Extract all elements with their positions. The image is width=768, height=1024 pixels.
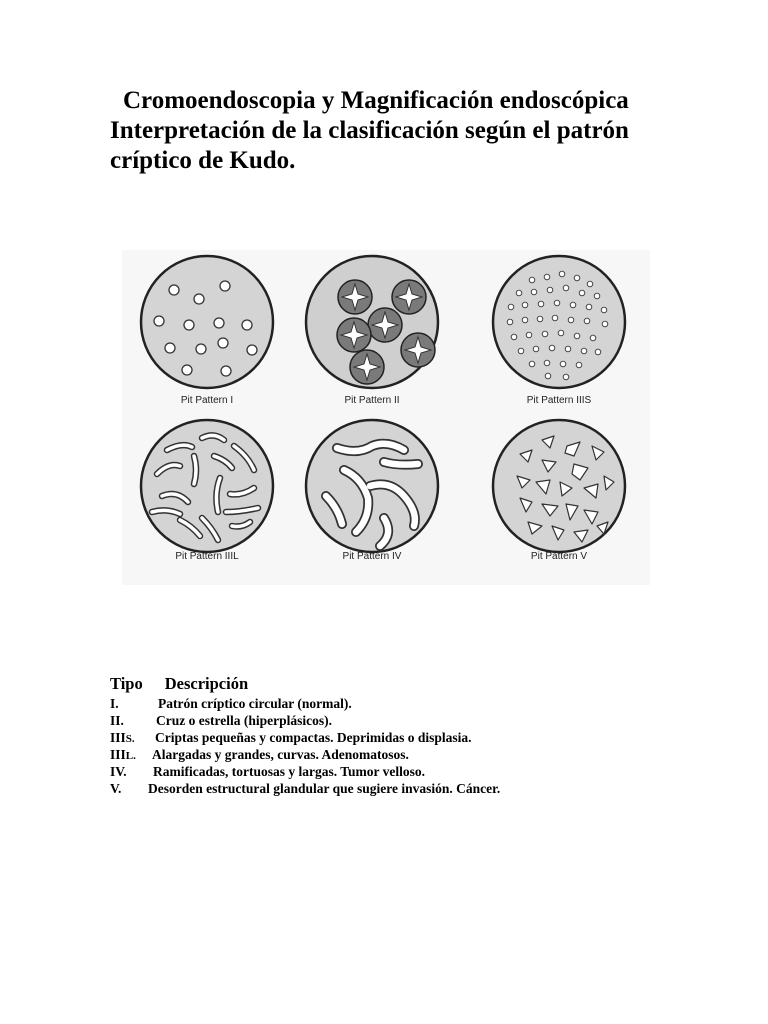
- pit-pattern-3s-label: Pit Pattern IIIS: [526, 395, 592, 406]
- pit-pattern-1-diagram: [141, 256, 273, 388]
- table-row: [110, 695, 670, 712]
- row-code-main: V.: [110, 781, 122, 796]
- row-code-sub: L.: [125, 750, 136, 762]
- table-row: [110, 763, 670, 780]
- document-title: [110, 86, 710, 176]
- pit-pattern-4-diagram: [306, 420, 438, 552]
- row-code-main: III: [110, 747, 126, 762]
- row-code-main: III: [110, 730, 126, 745]
- row-code-sub: S.: [125, 733, 135, 745]
- row-code: [110, 712, 124, 729]
- pit-pattern-2-label: Pit Pattern II: [344, 395, 400, 406]
- row-code-main: I.: [110, 696, 119, 711]
- pit-pattern-3l-label: Pit Pattern IIIL: [175, 551, 239, 562]
- pit-pattern-3s-diagram: [493, 256, 625, 388]
- row-description: Criptas pequeñas y compactas. Deprimidas o displasia.: [155, 730, 472, 745]
- row-description: Cruz o estrella (hiperplásicos).: [156, 713, 332, 728]
- pit-pattern-4-label: Pit Pattern IV: [342, 551, 402, 562]
- table-row: [110, 746, 670, 763]
- header-tipo: Tipo: [110, 674, 143, 693]
- title-line-3: críptico de Kudo.: [110, 147, 296, 174]
- row-description: Alargadas y grandes, curvas. Adenomatosos.: [152, 747, 409, 762]
- table-row: [110, 729, 670, 746]
- row-description: Ramificadas, tortuosas y largas. Tumor velloso.: [153, 764, 426, 779]
- row-code: [110, 695, 119, 712]
- pit-pattern-3l-diagram: [141, 420, 273, 552]
- pit-pattern-1-label: Pit Pattern I: [180, 395, 234, 406]
- table-row: [110, 712, 670, 729]
- pit-pattern-2-diagram: [306, 256, 438, 388]
- row-code-main: IV.: [110, 764, 127, 779]
- table-row: [110, 780, 670, 797]
- table-header: [110, 673, 670, 695]
- classification-table: [110, 673, 670, 797]
- row-code-main: II.: [110, 713, 124, 728]
- pit-pattern-5-diagram: [493, 420, 625, 552]
- header-descripcion: Descripción: [164, 674, 249, 693]
- title-line-1: Cromoendoscopia y Magnificación endoscópica: [123, 87, 629, 114]
- row-code: [110, 763, 127, 780]
- row-description: Desorden estructural glandular que sugiere invasión. Cáncer.: [148, 781, 501, 796]
- row-code: [110, 780, 121, 797]
- pit-pattern-figure: [122, 250, 650, 585]
- pit-pattern-diagram: [122, 250, 650, 585]
- title-line-2: Interpretación de la clasificación según el patrón: [110, 117, 629, 144]
- row-description: Patrón críptico circular (normal).: [158, 696, 352, 711]
- pit-pattern-5-label: Pit Pattern V: [530, 551, 588, 562]
